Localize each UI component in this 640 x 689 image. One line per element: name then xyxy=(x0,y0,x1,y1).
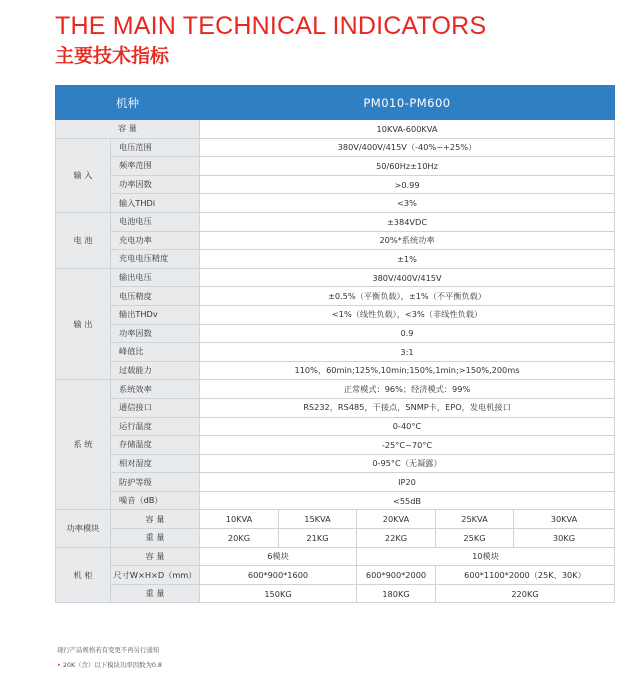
group-cabinet: 机 柜 xyxy=(56,547,111,603)
row-label: 重 量 xyxy=(111,529,200,548)
footnote-spec-change: 现行产品规格若有变更不再另行通知 xyxy=(57,646,160,654)
title-english: THE MAIN TECHNICAL INDICATORS xyxy=(55,12,487,40)
row-label: 功率因数 xyxy=(111,175,200,194)
group-system: 系 统 xyxy=(56,380,111,510)
row-label: 充电电压精度 xyxy=(111,250,200,269)
module-capacity-cell: 10KVA xyxy=(200,510,279,529)
module-capacity-cell: 15KVA xyxy=(279,510,357,529)
cabinet-size-cell: 600*1100*2000（25K、30K） xyxy=(436,566,615,585)
cabinet-capacity-cell: 6模块 xyxy=(200,547,357,566)
table-row xyxy=(56,250,615,269)
module-weight-cell: 21KG xyxy=(279,529,357,548)
module-weight-cell: 22KG xyxy=(357,529,436,548)
cabinet-size-cell: 600*900*2000 xyxy=(357,566,436,585)
row-label: 过载能力 xyxy=(111,361,200,380)
row-value: ±0.5%（平衡负载），±1%（不平衡负载） xyxy=(200,287,615,306)
cabinet-weight-cell: 180KG xyxy=(357,584,436,603)
module-capacity-row xyxy=(56,510,615,529)
row-value: <1%（线性负载），<3%（非线性负载） xyxy=(200,305,615,324)
cabinet-weight-cell: 150KG xyxy=(200,584,357,603)
table-row xyxy=(56,343,615,362)
title-chinese: 主要技术指标 xyxy=(55,45,170,67)
table-row xyxy=(56,231,615,250)
spec-table xyxy=(55,85,615,603)
footnote-text: 20K（含）以下模块功率因数为0.8 xyxy=(62,661,163,669)
capacity-label: 容 量 xyxy=(56,120,200,139)
row-label: 功率因数 xyxy=(111,324,200,343)
table-row xyxy=(56,157,615,176)
table-row xyxy=(56,287,615,306)
row-value: 0-40°C xyxy=(200,417,615,436)
row-label: 输出THDv xyxy=(111,305,200,324)
row-value: 20%*系统功率 xyxy=(200,231,615,250)
table-row xyxy=(56,194,615,213)
table-row xyxy=(56,491,615,510)
module-weight-cell: 30KG xyxy=(514,529,615,548)
row-label: 通信接口 xyxy=(111,398,200,417)
row-value: ±1% xyxy=(200,250,615,269)
table-row xyxy=(56,417,615,436)
cabinet-weight-cell: 220KG xyxy=(436,584,615,603)
bullet-icon: • xyxy=(57,661,61,669)
row-value: 0.9 xyxy=(200,324,615,343)
row-label: 容 量 xyxy=(111,510,200,529)
table-row xyxy=(56,324,615,343)
footnote-power-factor xyxy=(57,660,162,669)
table-row xyxy=(56,454,615,473)
row-value: -25°C~70°C xyxy=(200,436,615,455)
table-row xyxy=(56,380,615,399)
row-label: 电压范围 xyxy=(111,138,200,157)
row-label: 峰值比 xyxy=(111,343,200,362)
cabinet-size-row xyxy=(56,566,615,585)
group-battery: 电 池 xyxy=(56,212,111,268)
row-value: 380V/400V/415V（-40%~+25%） xyxy=(200,138,615,157)
row-value: 110%，60min;125%,10min;150%,1min;>150%,200ms xyxy=(200,361,615,380)
row-label: 存储温度 xyxy=(111,436,200,455)
row-value: 380V/400V/415V xyxy=(200,268,615,287)
module-capacity-cell: 30KVA xyxy=(514,510,615,529)
row-label: 重 量 xyxy=(111,584,200,603)
group-output: 输 出 xyxy=(56,268,111,380)
row-label: 电池电压 xyxy=(111,212,200,231)
row-label: 输出电压 xyxy=(111,268,200,287)
row-value: <3% xyxy=(200,194,615,213)
row-value: 3:1 xyxy=(200,343,615,362)
table-row xyxy=(56,361,615,380)
row-value: IP20 xyxy=(200,473,615,492)
table-row xyxy=(56,436,615,455)
module-weight-cell: 25KG xyxy=(436,529,514,548)
table-row xyxy=(56,175,615,194)
row-value: 正常模式：96%；经济模式：99% xyxy=(200,380,615,399)
header-model-range: PM010-PM600 xyxy=(200,86,615,120)
capacity-value: 10KVA-600KVA xyxy=(200,120,615,139)
module-capacity-cell: 25KVA xyxy=(436,510,514,529)
row-value: RS232，RS485，干接点，SNMP卡，EPO，发电机接口 xyxy=(200,398,615,417)
cabinet-size-cell: 600*900*1600 xyxy=(200,566,357,585)
group-input: 输 入 xyxy=(56,138,111,212)
row-label: 输入THDi xyxy=(111,194,200,213)
row-value: 0-95°C（无凝露） xyxy=(200,454,615,473)
row-label: 尺寸W×H×D（mm） xyxy=(111,566,200,585)
header-model: 机种 xyxy=(56,86,200,120)
module-weight-row xyxy=(56,529,615,548)
module-weight-cell: 20KG xyxy=(200,529,279,548)
row-label: 频率范围 xyxy=(111,157,200,176)
capacity-row xyxy=(56,120,615,139)
row-label: 容 量 xyxy=(111,547,200,566)
cabinet-capacity-cell: 10模块 xyxy=(357,547,615,566)
cabinet-weight-row xyxy=(56,584,615,603)
table-row xyxy=(56,268,615,287)
table-row xyxy=(56,212,615,231)
row-label: 系统效率 xyxy=(111,380,200,399)
row-value: <55dB xyxy=(200,491,615,510)
row-label: 噪音（dB） xyxy=(111,491,200,510)
row-label: 防护等级 xyxy=(111,473,200,492)
row-value: ±384VDC xyxy=(200,212,615,231)
row-label: 电压精度 xyxy=(111,287,200,306)
table-row xyxy=(56,398,615,417)
module-capacity-cell: 20KVA xyxy=(357,510,436,529)
table-row xyxy=(56,473,615,492)
table-row xyxy=(56,305,615,324)
row-label: 充电功率 xyxy=(111,231,200,250)
table-header-row xyxy=(56,86,615,120)
row-label: 相对湿度 xyxy=(111,454,200,473)
row-label: 运行温度 xyxy=(111,417,200,436)
row-value: 50/60Hz±10Hz xyxy=(200,157,615,176)
cabinet-capacity-row xyxy=(56,547,615,566)
group-power-module: 功率模块 xyxy=(56,510,111,547)
table-row xyxy=(56,138,615,157)
row-value: >0.99 xyxy=(200,175,615,194)
